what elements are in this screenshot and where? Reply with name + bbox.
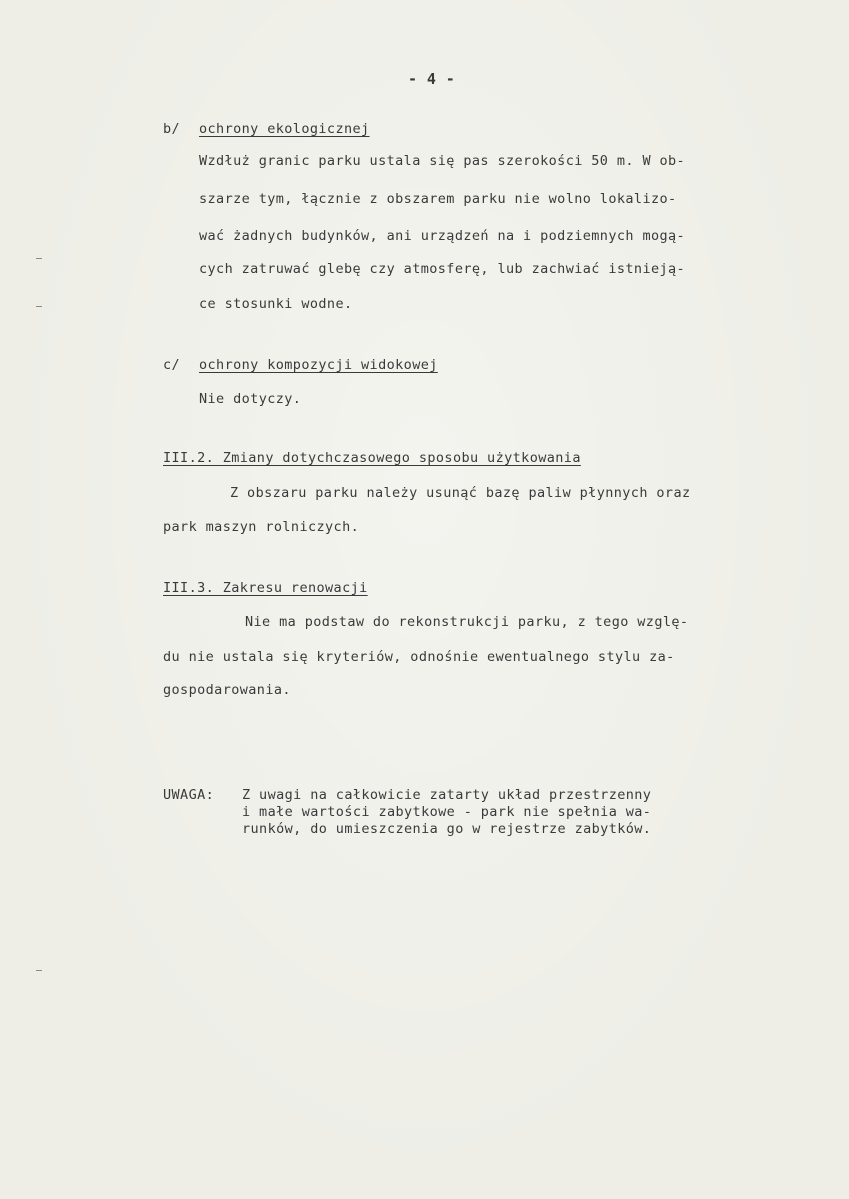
section-iii2-line: Z obszaru parku należy usunąć bazę paliw płynnych oraz bbox=[230, 485, 691, 501]
margin-mark bbox=[36, 970, 42, 971]
margin-mark bbox=[36, 306, 42, 307]
section-c-line: Nie dotyczy. bbox=[199, 391, 302, 407]
section-b-line: Wzdłuż granic parku ustala się pas szerokości 50 m. W ob- bbox=[199, 153, 686, 169]
section-b-heading: ochrony ekologicznej bbox=[199, 121, 370, 137]
section-iii3-line: gospodarowania. bbox=[163, 682, 291, 698]
note-line: runków, do umieszczenia go w rejestrze zabytków. bbox=[242, 821, 652, 837]
section-b-line: wać żadnych budynków, ani urządzeń na i podziemnych mogą- bbox=[199, 228, 686, 244]
section-b-line: cych zatruwać glebę czy atmosferę, lub zachwiać istnieją- bbox=[199, 261, 686, 277]
note-line: i małe wartości zabytkowe - park nie spełnia wa- bbox=[242, 804, 652, 820]
section-iii3-heading: III.3. Zakresu renowacji bbox=[163, 580, 368, 596]
note-label: UWAGA: bbox=[163, 787, 215, 803]
section-c-label: c/ bbox=[163, 357, 181, 373]
page-number: - 4 - bbox=[408, 70, 456, 88]
section-b-line: ce stosunki wodne. bbox=[199, 296, 353, 312]
margin-mark bbox=[36, 258, 42, 259]
section-b-label: b/ bbox=[163, 121, 181, 137]
section-iii2-heading: III.2. Zmiany dotychczasowego sposobu użytkowania bbox=[163, 450, 581, 466]
section-iii2-line: park maszyn rolniczych. bbox=[163, 519, 360, 535]
section-iii3-line: du nie ustala się kryteriów, odnośnie ewentualnego stylu za- bbox=[163, 649, 675, 665]
note-line: Z uwagi na całkowicie zatarty układ przestrzenny bbox=[242, 787, 652, 803]
section-b-line: szarze tym, łącznie z obszarem parku nie wolno lokalizo- bbox=[199, 191, 677, 207]
section-iii3-line: Nie ma podstaw do rekonstrukcji parku, z tego wzglę- bbox=[245, 614, 689, 630]
section-c-heading: ochrony kompozycji widokowej bbox=[199, 357, 438, 373]
